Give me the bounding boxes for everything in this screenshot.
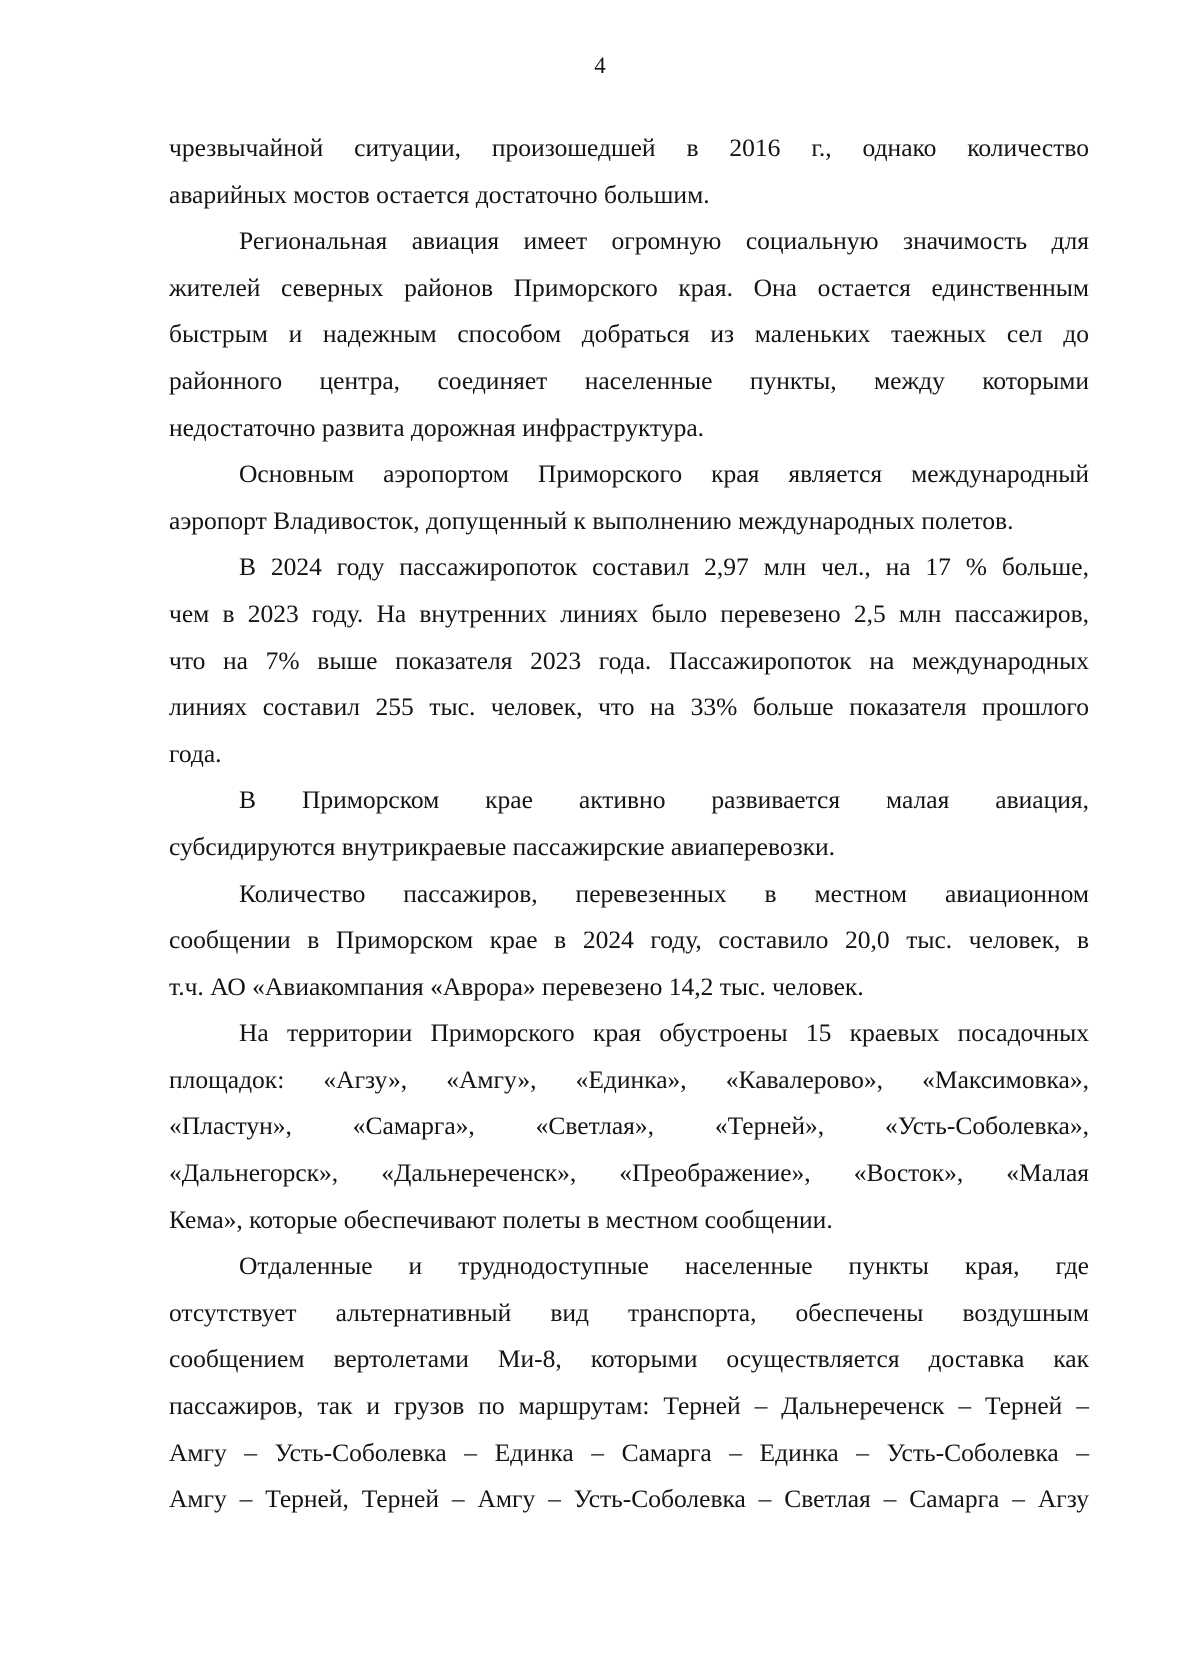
- paragraph: [169, 777, 1089, 870]
- text-line: недостаточно развита дорожная инфраструктура.: [169, 412, 705, 442]
- body-text: [169, 125, 1089, 1523]
- paragraph: [169, 125, 1089, 218]
- paragraph: [169, 218, 1089, 451]
- text-line: чем в 2023 году. На внутренних линиях было перевезено 2,5 млн пассажиров,: [169, 598, 1089, 628]
- text-line: сообщением вертолетами Ми-8, которыми осуществляется доставка как: [169, 1344, 1089, 1374]
- paragraph: [169, 451, 1089, 544]
- text-line: Количество пассажиров, перевезенных в местном авиационном: [239, 878, 1089, 908]
- text-line: Основным аэропортом Приморского края является международный: [239, 459, 1089, 489]
- text-line: На территории Приморского края обустроены 15 краевых посадочных: [239, 1018, 1089, 1048]
- text-line: Отдаленные и труднодоступные населенные пункты края, где: [239, 1251, 1089, 1281]
- text-line: жителей северных районов Приморского края. Она остается единственным: [169, 272, 1089, 302]
- text-line: сообщении в Приморском крае в 2024 году, составило 20,0 тыс. человек, в: [169, 925, 1089, 955]
- text-line: «Дальнегорск», «Дальнереченск», «Преображение», «Восток», «Малая: [169, 1158, 1089, 1188]
- text-line: аэропорт Владивосток, допущенный к выполнению международных полетов.: [169, 505, 1014, 535]
- text-line: чрезвычайной ситуации, произошедшей в 2016 г., однако количество: [169, 133, 1089, 162]
- text-line: площадок: «Агзу», «Амгу», «Единка», «Кавалерово», «Максимовка»,: [169, 1064, 1089, 1094]
- paragraph: [169, 1243, 1089, 1523]
- text-line: отсутствует альтернативный вид транспорта, обеспечены воздушным: [169, 1297, 1089, 1327]
- text-line: пассажиров, так и грузов по маршрутам: Терней – Дальнереченск – Терней –: [169, 1391, 1089, 1421]
- paragraph: [169, 1010, 1089, 1243]
- text-line: Амгу – Усть-Соболевка – Единка – Самарга – Единка – Усть-Соболевка –: [169, 1437, 1089, 1467]
- text-line: «Пластун», «Самарга», «Светлая», «Терней», «Усть-Соболевка»,: [169, 1111, 1089, 1141]
- text-line: районного центра, соединяет населенные пункты, между которыми: [169, 365, 1089, 395]
- text-line: субсидируются внутрикраевые пассажирские авиаперевозки.: [169, 831, 836, 861]
- text-line: что на 7% выше показателя 2023 года. Пассажиропоток на международных: [169, 645, 1089, 675]
- text-line: Региональная авиация имеет огромную социальную значимость для: [239, 226, 1089, 256]
- text-line: В Приморском крае активно развивается малая авиация,: [239, 785, 1089, 815]
- paragraph: [169, 871, 1089, 1011]
- text-line: быстрым и надежным способом добраться из маленьких таежных сел до: [169, 319, 1089, 349]
- text-line: аварийных мостов остается достаточно большим.: [169, 179, 710, 209]
- text-line: т.ч. АО «Авиакомпания «Аврора» перевезено 14,2 тыс. человек.: [169, 971, 864, 1001]
- text-line: линиях составил 255 тыс. человек, что на 33% больше показателя прошлого: [169, 692, 1089, 722]
- text-line: Кема», которые обеспечивают полеты в местном сообщении.: [169, 1204, 833, 1234]
- text-line: года.: [169, 738, 222, 768]
- page-number: 4: [594, 53, 606, 78]
- paragraph: [169, 544, 1089, 777]
- text-line: В 2024 году пассажиропоток составил 2,97 млн чел., на 17 % больше,: [239, 552, 1089, 582]
- text-line: Амгу – Терней, Терней – Амгу – Усть-Соболевка – Светлая – Самарга – Агзу: [169, 1484, 1089, 1514]
